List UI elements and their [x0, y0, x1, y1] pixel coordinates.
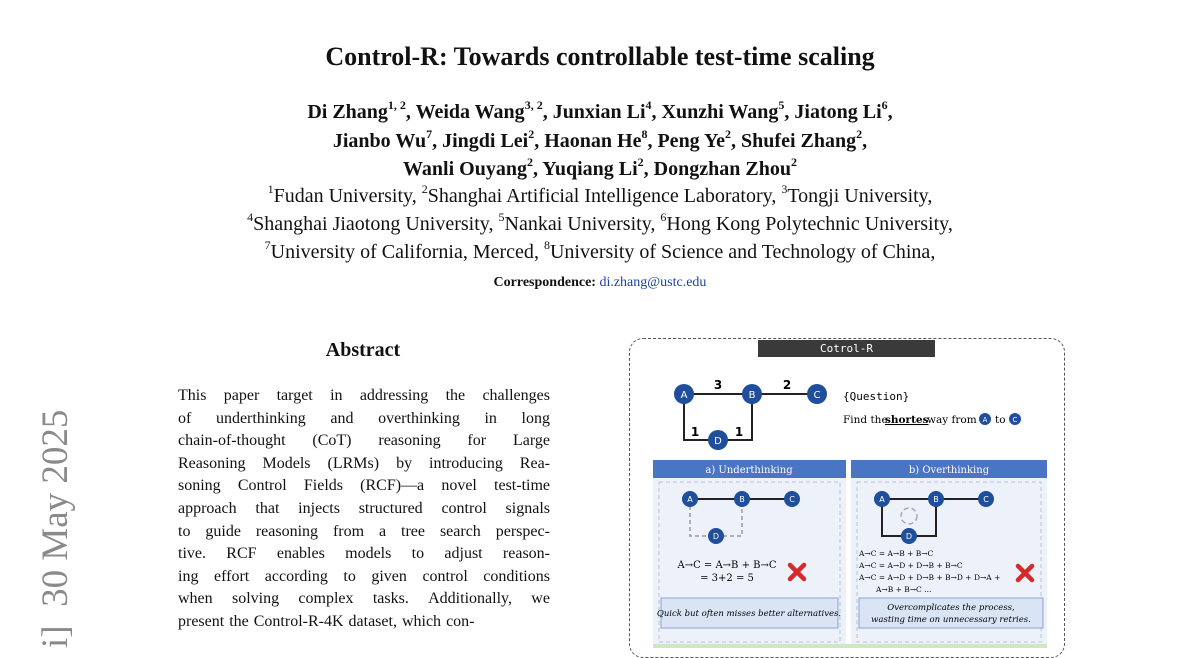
- affiliation-mark: 4: [247, 210, 254, 225]
- abstract-line: ing effort according to given control conditions: [178, 567, 550, 585]
- figure-bottom-strip: [653, 644, 1047, 648]
- question-mid: way from: [927, 414, 977, 426]
- author-name: Di Zhang: [307, 101, 388, 123]
- author-name: Haonan He: [544, 129, 642, 152]
- author-affiliation-mark: 7: [426, 126, 433, 141]
- edge-label-db: 1: [734, 425, 744, 439]
- author-affiliation-mark: 8: [641, 126, 648, 141]
- panel-b-equation-2: A→C = A→D + D→B + B→C: [859, 561, 963, 570]
- question-label: {Question}: [843, 390, 910, 403]
- panel-b-caption-1: Overcomplicates the process,: [887, 603, 1015, 613]
- panel-a-equation-1: A→C = A→B + B→C: [677, 560, 777, 571]
- affiliation-name: Shanghai Jiaotong University: [253, 213, 489, 235]
- affiliation-mark: 8: [543, 238, 550, 253]
- panel-b-header-text: b) Overthinking: [908, 465, 990, 476]
- question-node-a-label: A: [982, 416, 988, 424]
- author-name: Yuqiang Li: [542, 158, 638, 180]
- author-name: Wanli Ouyang: [403, 158, 527, 180]
- author-line: Jianbo Wu$^7$, Jingdi Lei$^2$, Haonan He$^8$, Peng Ye$^2$, Shufei Zhang$^2$,: [332, 126, 868, 152]
- abstract-line: tive. RCF enables models to adjust reason-: [178, 545, 550, 563]
- node-label-a: A: [680, 390, 688, 401]
- panel-a-header-text: a) Underthinking: [705, 465, 793, 476]
- panel-a-node-c-label: C: [789, 495, 795, 504]
- author-affiliation-mark: 4: [645, 98, 652, 113]
- panel-a-node-b-label: B: [739, 495, 745, 504]
- panel-underthinking: [653, 460, 846, 648]
- author-affiliation-mark: 6: [881, 98, 888, 113]
- paper-title: Control-R: Towards controllable test-time scaling: [325, 42, 875, 71]
- node-label-d: D: [714, 436, 722, 447]
- abstract-line: This paper target in addressing the challenges: [178, 387, 550, 404]
- affiliation-line: $^4$Shanghai Jiaotong University, $^5$Nankai University, $^6$Hong Kong Polytechnic University,: [247, 210, 953, 235]
- affiliation-line: $^7$University of California, Merced, $^8$University of Science and Technology of China,: [264, 238, 936, 263]
- affiliation-name: University of California, Merced: [270, 241, 534, 263]
- author-affiliation-mark: 2: [526, 155, 533, 170]
- panel-b-equation-3: A→C = A→D + D→B + B→D + D→A +: [859, 573, 1001, 582]
- panel-a-caption: Quick but often misses better alternatives.: [656, 609, 842, 619]
- author-affiliation-mark: 3, 2: [524, 98, 543, 113]
- abstract-line: present the Control-R-4K dataset, which con-: [178, 612, 475, 630]
- author-affiliation-mark: 5: [778, 98, 785, 113]
- affiliation-name: University of Science and Technology of China: [549, 241, 931, 263]
- author-name: Weida Wang: [415, 101, 525, 123]
- panel-a-node-a-label: A: [687, 495, 693, 504]
- abstract-line: when solving complex tasks. Additionally, we: [178, 590, 550, 608]
- panel-b-node-b-label: B: [933, 495, 939, 504]
- author-affiliation-mark: 2: [528, 126, 535, 141]
- panel-b-node-d-label: D: [905, 532, 913, 541]
- affiliation-mark: 7: [264, 238, 271, 253]
- author-name: Shufei Zhang: [741, 129, 857, 152]
- author-name: Peng Ye: [657, 129, 726, 152]
- author-affiliation-mark: 2: [725, 126, 732, 141]
- affiliation-name: Hong Kong Polytechnic University: [666, 213, 948, 235]
- affiliation-line: $^1$Fudan University, $^2$Shanghai Artificial Intelligence Laboratory, $^3$Tongji University,: [267, 182, 933, 207]
- panel-b-node-c-label: C: [983, 495, 989, 504]
- figure-title: Cotrol-R: [758, 340, 935, 357]
- correspondence-label: Correspondence:: [493, 275, 596, 290]
- arxiv-side-stamp: i] 30 May 2025: [35, 409, 76, 648]
- abstract-heading: Abstract: [325, 339, 401, 361]
- abstract-line: soning Control Fields (RCF)—a novel test-time: [178, 477, 550, 495]
- edge-label-bc: 2: [782, 378, 792, 392]
- author-name: Xunzhi Wang: [661, 101, 779, 123]
- question-node-c-label: C: [1012, 416, 1018, 424]
- panel-b-equation-1: A→C = A→B + B→C: [859, 549, 934, 558]
- edge-label-ad: 1: [690, 425, 700, 439]
- edge-label-ab: 3: [713, 378, 723, 392]
- node-label-b: B: [748, 390, 756, 401]
- author-name: Jingdi Lei: [442, 129, 529, 152]
- question-prefix: Find the: [843, 414, 888, 426]
- affiliation-mark: 2: [421, 182, 428, 197]
- panel-b-node-a-label: A: [879, 495, 885, 504]
- panel-b-equation-4: A→B + B→C ...: [876, 585, 932, 594]
- abstract-line: approach that injects structured control signals: [178, 499, 550, 517]
- abstract-line: Reasoning Models (LRMs) by introducing Rea-: [178, 454, 550, 472]
- question-to: to: [995, 414, 1006, 426]
- affiliation-mark: 5: [498, 210, 505, 225]
- affiliation-name: Shanghai Artificial Intelligence Laboratory: [427, 185, 772, 207]
- affiliation-name: Nankai University: [504, 213, 651, 235]
- author-name: Junxian Li: [552, 101, 646, 123]
- panel-a-equation-2: = 3+2 = 5: [700, 573, 754, 584]
- abstract-line: to guide reasoning from a tree search perspec-: [178, 522, 550, 540]
- abstract-line: of underthinking and overthinking in long: [178, 409, 550, 427]
- abstract-line: chain-of-thought (CoT) reasoning for Large: [178, 432, 550, 450]
- author-name: Dongzhan Zhou: [653, 158, 791, 180]
- affiliation-mark: 3: [781, 182, 788, 197]
- panel-b-caption-2: wasting time on unnecessary retries.: [871, 615, 1031, 625]
- author-name: Jiatong Li: [794, 101, 882, 123]
- author-affiliation-mark: 2: [790, 155, 797, 170]
- top-graph: [674, 378, 827, 450]
- author-affiliation-mark: 2: [856, 126, 863, 141]
- node-label-c: C: [813, 390, 821, 401]
- affiliation-mark: 1: [267, 182, 274, 197]
- correspondence-email-link[interactable]: di.zhang@ustc.edu: [599, 275, 707, 290]
- affiliation-name: Tongji University: [787, 185, 928, 207]
- author-line: Wanli Ouyang$^2$, Yuqiang Li$^2$, Dongzhan Zhou$^2$: [403, 155, 797, 180]
- affiliation-mark: 6: [660, 210, 667, 225]
- affiliation-name: Fudan University: [273, 185, 412, 207]
- author-affiliation-mark: 1, 2: [387, 98, 406, 113]
- author-affiliation-mark: 2: [637, 155, 644, 170]
- panel-overthinking: [851, 460, 1047, 648]
- author-line: Di Zhang$^{1, 2}$, Weida Wang$^{3, 2}$, Junxian Li$^4$, Xunzhi Wang$^5$, Jiatong Li$^6$,: [307, 98, 893, 123]
- author-name: Jianbo Wu: [332, 129, 427, 152]
- panel-a-node-d-label: D: [712, 532, 720, 541]
- question-keyword: shortes: [885, 414, 929, 426]
